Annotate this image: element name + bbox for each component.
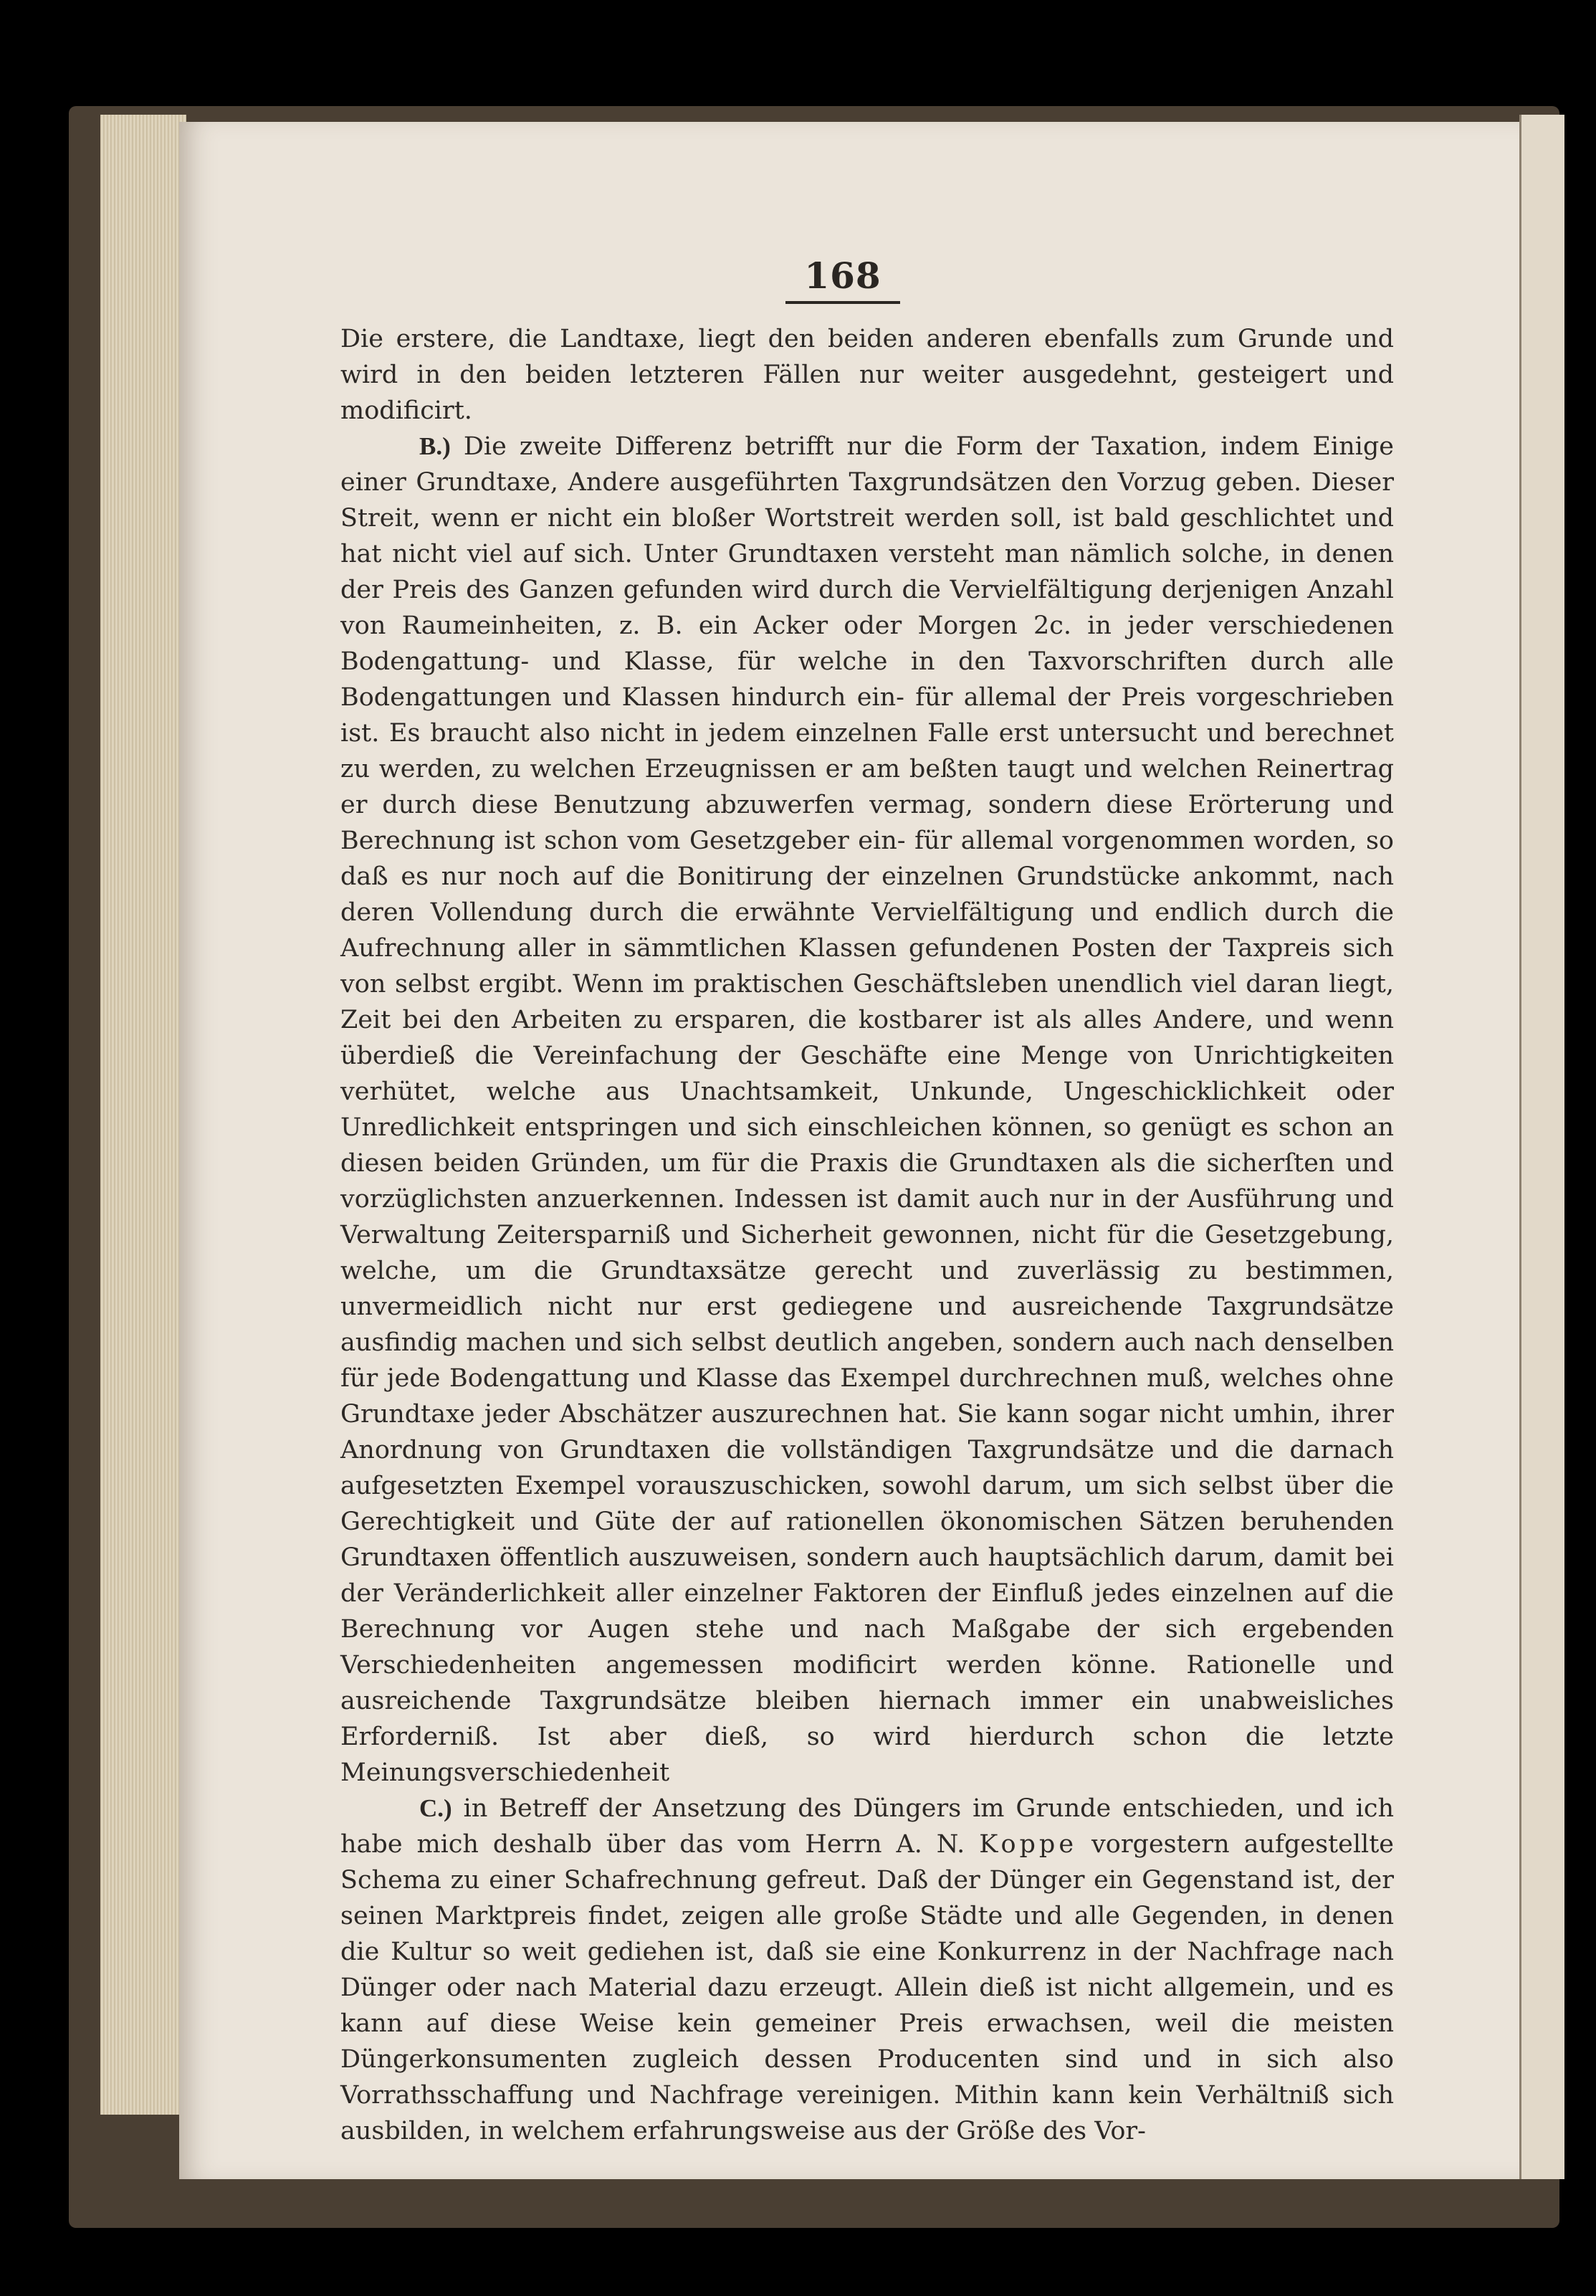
paragraph-3-text-before: in Betreff der Ansetzung des Düngers im Grunde entschieden, und ich habe mich deshalb über das vom Herrn A. N. — [340, 1794, 1394, 1859]
paragraph-1 — [340, 321, 1394, 429]
page-text — [340, 321, 1394, 2149]
page-number: 168 — [804, 254, 881, 297]
paragraph-2-text: Die zweite Differenz betrifft nur die Form der Taxation, indem Einige einer Grundtaxe, Andere ausgeführten Taxgrundsätzen den Vorzug geben. Dieser Streit, wenn er nicht ein bloßer Wortstreit werden soll, ist bald geschlichtet und hat nicht viel auf sich. Unter Grundtaxen versteht man nämlich solche, in denen der Preis des Ganzen gefunden wird durch die Vervielfältigung derjenigen Anzahl von Raumeinheiten, z. B. ein Acker oder Morgen 2c. in jeder verschiedenen Bodengattung- und Klasse, für welche in den Taxvorschriften durch alle Bodengattungen und Klassen hindurch ein- für allemal der Preis vorgeschrieben ist. Es braucht also nicht in jedem einzelnen Falle erst untersucht und berechnet zu werden, zu welchen Erzeugnissen er am beßten taugt und welchen Reinertrag er durch diese Benutzung abzuwerfen vermag, sondern diese Erörterung und Berechnung ist schon vom Gesetzgeber ein- für allemal vorgenommen worden, so daß es nur noch auf die Bonitirung der einzelnen Grundstücke ankommt, nach deren Vollendung durch die erwähnte Vervielfältigung und endlich durch die Aufrechnung aller in sämmtlichen Klassen gefundenen Posten der Taxpreis sich von selbst ergibt. Wenn im praktischen Geschäftsleben unendlich viel daran liegt, Zeit bei den Arbeiten zu ersparen, die kostbarer ist als alles Andere, und wenn überdieß die Vereinfachung der Geschäfte eine Menge von Unrichtigkeiten verhütet, welche aus Unachtsamkeit, Unkunde, Ungeschicklichkeit oder Unredlichkeit entspringen und sich einschleichen können, so genügt es schon an diesen beiden Gründen, um für die Praxis die Grundtaxen als die sicherſten und vorzüglichsten anzuerkennen. Indessen ist damit auch nur in der Ausführung und Verwaltung Zeitersparniß und Sicherheit gewonnen, nicht für die Gesetzgebung, welche, um die Grundtaxsätze gerecht und zuverlässig zu bestimmen, unvermeidlich nicht nur erst gediegene und ausreichende Taxgrundsätze ausfindig machen und sich selbst deutlich angeben, sondern auch nach denselben für jede Bodengattung und Klasse das Exempel durchrechnen muß, welches ohne Grundtaxe jeder Abschätzer auszurechnen hat. Sie kann sogar nicht umhin, ihrer Anordnung von Grundtaxen die vollständigen Taxgrundsätze und die darnach aufgesetzten Exempel vorauszuschicken, sowohl darum, um sich selbst über die Gerechtigkeit und Güte der auf rationellen ökonomischen Sätzen beruhenden Grundtaxen öffentlich auszuweisen, sondern auch hauptsächlich darum, damit bei der Veränderlichkeit aller einzelner Faktoren der Einfluß jedes einzelnen auf die Berechnung vor Augen stehe und nach Maßgabe der sich ergebenden Verschiedenheiten angemessen modificirt werden könne. Rationelle und ausreichende Taxgrundsätze bleiben hiernach immer ein unabweisliches Erforderniß. Ist aber dieß, so wird hierdurch schon die letzte Meinungsverschiedenheit — [340, 432, 1394, 1787]
section-marker-c: C.) — [419, 1794, 452, 1822]
right-page-edge — [1519, 115, 1564, 2179]
paragraph-3 — [340, 1791, 1394, 2149]
author-name-koppe: Koppe — [979, 1830, 1078, 1859]
section-marker-b: B.) — [419, 432, 451, 460]
page-edges — [100, 115, 186, 2115]
paragraph-1-text: Die erstere, die Landtaxe, liegt den beiden anderen ebenfalls zum Grunde und wird in den beiden letzteren Fällen nur weiter ausgedehnt, gesteigert und modificirt. — [340, 325, 1394, 425]
paragraph-2 — [340, 429, 1394, 1791]
page-number-rule — [785, 301, 900, 304]
paragraph-3-text-after: vorgestern aufgestellte Schema zu einer Schafrechnung gefreut. Daß der Dünger ein Gegenstand ist, der seinen Marktpreis findet, zeigen alle große Städte und alle Gegenden, in denen die Kultur so weit gediehen ist, daß sie eine Konkurrenz in der Nachfrage nach Dünger oder nach Material dazu erzeugt. Allein dieß ist nicht allgemein, und es kann auf diese Weise kein gemeiner Preis erwachsen, weil die meisten Düngerkonsumenten zugleich dessen Producenten sind und in sich also Vorrathsschaffung und Nachfrage vereinigen. Mithin kann kein Verhältniß sich ausbilden, in welchem erfahrungsweise aus der Größe des Vor- — [340, 1830, 1394, 2145]
